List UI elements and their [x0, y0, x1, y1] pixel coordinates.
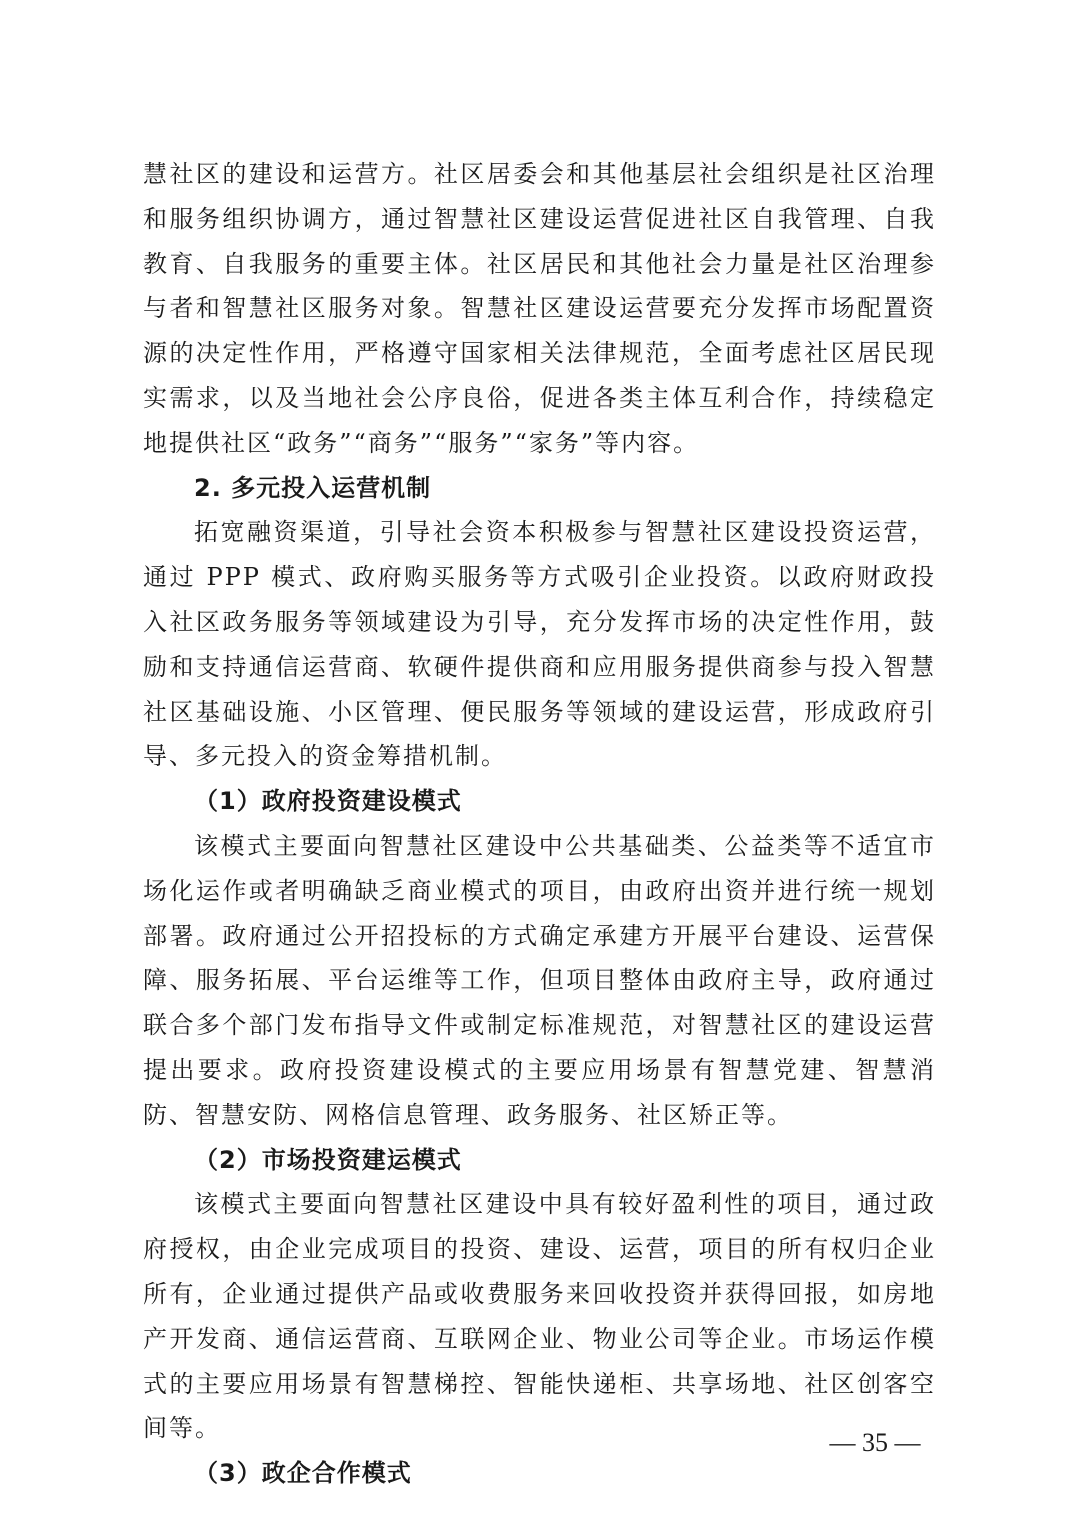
paragraph-operators: 慧社区的建设和运营方。社区居委会和其他基层社会组织是社区治理和服务组织协调方，通过智慧社区建设运营促进社区自我管理、自我教育、自我服务的重要主体。社区居民和其他社会力量是社区治理参与者和智慧社区服务对象。智慧社区建设运营要充分发挥市场配置资源的决定性作用，严格遵守国家相关法律规范，全面考虑社区居民现实需求，以及当地社会公序良俗，促进各类主体互利合作，持续稳定地提供社区“政务”“商务”“服务”“家务”等内容。 — [143, 160, 936, 457]
paragraph-market-investment: 该模式主要面向智慧社区建设中具有较好盈利性的项目，通过政府授权，由企业完成项目的投资、建设、运营，项目的所有权归企业所有，企业通过提供产品或收费服务来回收投资并获得回报，如房地产开发商、通信运营商、互联网企业、物业公司等企业。市场运作模式的主要应用场景有智慧梯控、智能快递柜、共享场地、社区创客空间等。 — [143, 1190, 936, 1443]
page-number: — 35 — — [829, 1428, 921, 1457]
subheading-government-enterprise-cooperation: （3）政企合作模式 — [194, 1459, 412, 1488]
paragraph-investment-mechanism: 拓宽融资渠道，引导社会资本积极参与智慧社区建设投资运营，通过 PPP 模式、政府购买服务等方式吸引企业投资。以政府财政投入社区政务服务等领域建设为引导，充分发挥市场的决定性作用，鼓励和支持通信运营商、软硬件提供商和应用服务提供商参与投入智慧社区基础设施、小区管理、便民服务等领域的建设运营，形成政府引导、多元投入的资金筹措机制。 — [143, 518, 936, 771]
page-body — [143, 152, 936, 1496]
subheading-market-investment: （2）市场投资建运模式 — [194, 1145, 462, 1174]
section-heading-investment-mechanism: 2. 多元投入运营机制 — [194, 473, 432, 502]
subheading-government-investment: （1）政府投资建设模式 — [194, 787, 462, 816]
paragraph-government-investment: 该模式主要面向智慧社区建设中公共基础类、公益类等不适宜市场化运作或者明确缺乏商业模式的项目，由政府出资并进行统一规划部署。政府通过公开招投标的方式确定承建方开展平台建设、运营保障、服务拓展、平台运维等工作，但项目整体由政府主导，政府通过联合多个部门发布指导文件或制定标准规范，对智慧社区的建设运营提出要求。政府投资建设模式的主要应用场景有智慧党建、智慧消防、智慧安防、网格信息管理、政务服务、社区矫正等。 — [143, 831, 936, 1129]
